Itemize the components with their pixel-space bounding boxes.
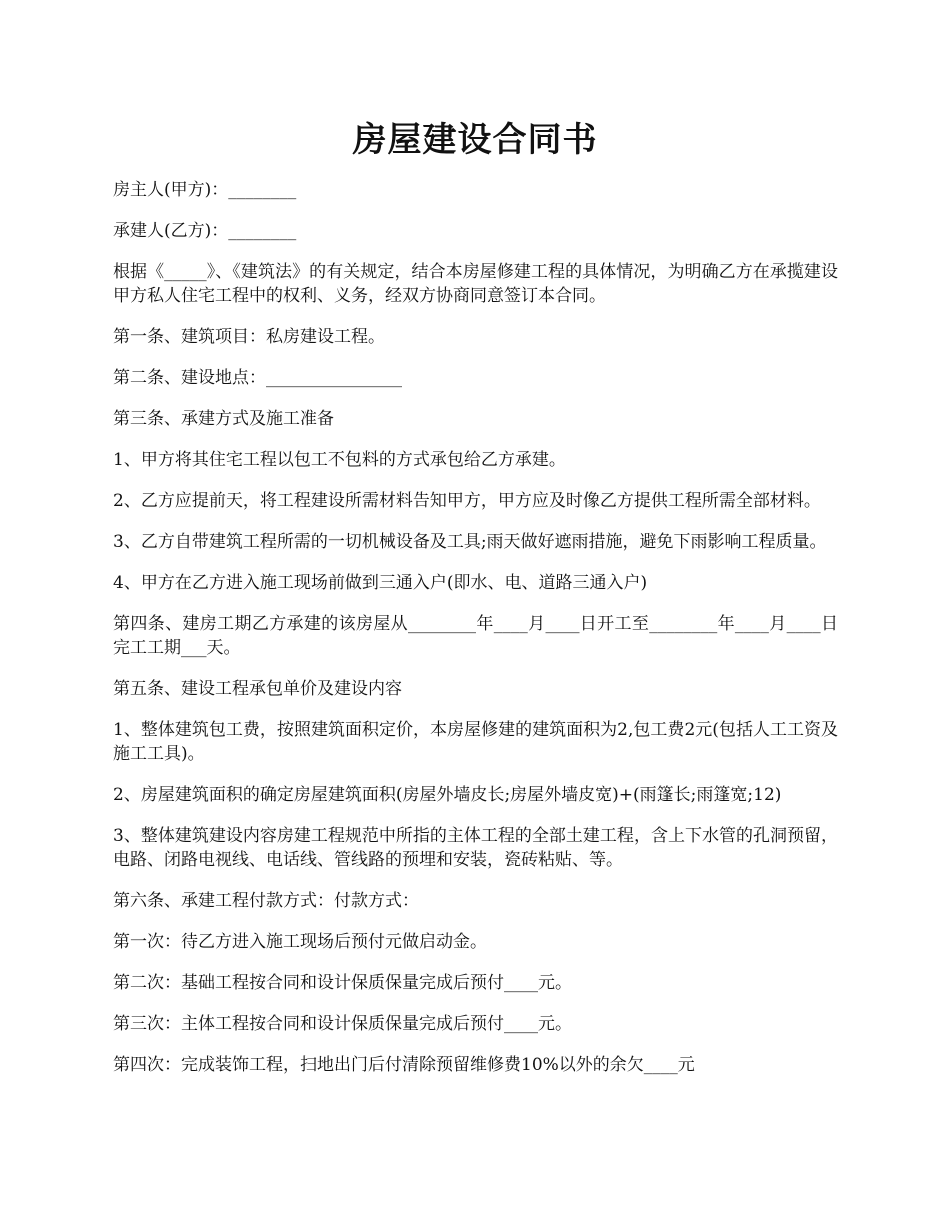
document-body xyxy=(113,178,838,1094)
party-a-line: 房主人(甲方)：________ xyxy=(113,180,297,200)
article-5-item-1: 1、整体建筑包工费，按照建筑面积定价，本房屋修建的建筑面积为2,包工费2元(包括人工工资及施工工具)。 xyxy=(113,720,838,764)
article-1: 第一条、建筑项目：私房建设工程。 xyxy=(113,327,385,347)
article-5-item-2: 2、房屋建筑面积的确定房屋建筑面积(房屋外墙皮长;房屋外墙皮宽)+(雨篷长;雨篷宽;12) xyxy=(113,785,782,805)
article-6-heading: 第六条、承建工程付款方式：付款方式： xyxy=(113,891,419,911)
article-3-item-1: 1、甲方将其住宅工程以包工不包料的方式承包给乙方承建。 xyxy=(113,450,566,470)
article-3-heading: 第三条、承建方式及施工准备 xyxy=(113,409,334,429)
preamble-paragraph: 根据《_____》、《建筑法》的有关规定，结合本房屋修建工程的具体情况，为明确乙方在承揽建设甲方私人住宅工程中的权利、义务，经双方协商同意签订本合同。 xyxy=(113,262,838,306)
article-3-item-2: 2、乙方应提前天，将工程建设所需材料告知甲方，甲方应及时像乙方提供工程所需全部材料。 xyxy=(113,491,821,511)
article-5-item-3: 3、整体建筑建设内容房建工程规范中所指的主体工程的全部土建工程，含上下水管的孔洞预留，电路、闭路电视线、电话线、管线路的预埋和安装，瓷砖粘贴、等。 xyxy=(113,826,838,870)
article-4: 第四条、建房工期乙方承建的该房屋从________年____月____日开工至________年____月____日完工工期___天。 xyxy=(113,614,838,658)
document-title: 房屋建设合同书 xyxy=(352,120,598,160)
payment-3: 第三次：主体工程按合同和设计保质保量完成后预付____元。 xyxy=(113,1014,572,1034)
article-3-item-3: 3、乙方自带建筑工程所需的一切机械设备及工具;雨天做好遮雨措施，避免下雨影响工程质量。 xyxy=(113,532,827,552)
article-3-item-4: 4、甲方在乙方进入施工现场前做到三通入户(即水、电、道路三通入户) xyxy=(113,573,648,593)
payment-1: 第一次：待乙方进入施工现场后预付元做启动金。 xyxy=(113,932,487,952)
party-b-line: 承建人(乙方)：________ xyxy=(113,221,297,241)
payment-4: 第四次：完成装饰工程，扫地出门后付清除预留维修费10%以外的余欠____元 xyxy=(113,1055,695,1075)
article-2: 第二条、建设地点：________________ xyxy=(113,368,402,388)
article-5-heading: 第五条、建设工程承包单价及建设内容 xyxy=(113,679,402,699)
payment-2: 第二次：基础工程按合同和设计保质保量完成后预付____元。 xyxy=(113,973,572,993)
